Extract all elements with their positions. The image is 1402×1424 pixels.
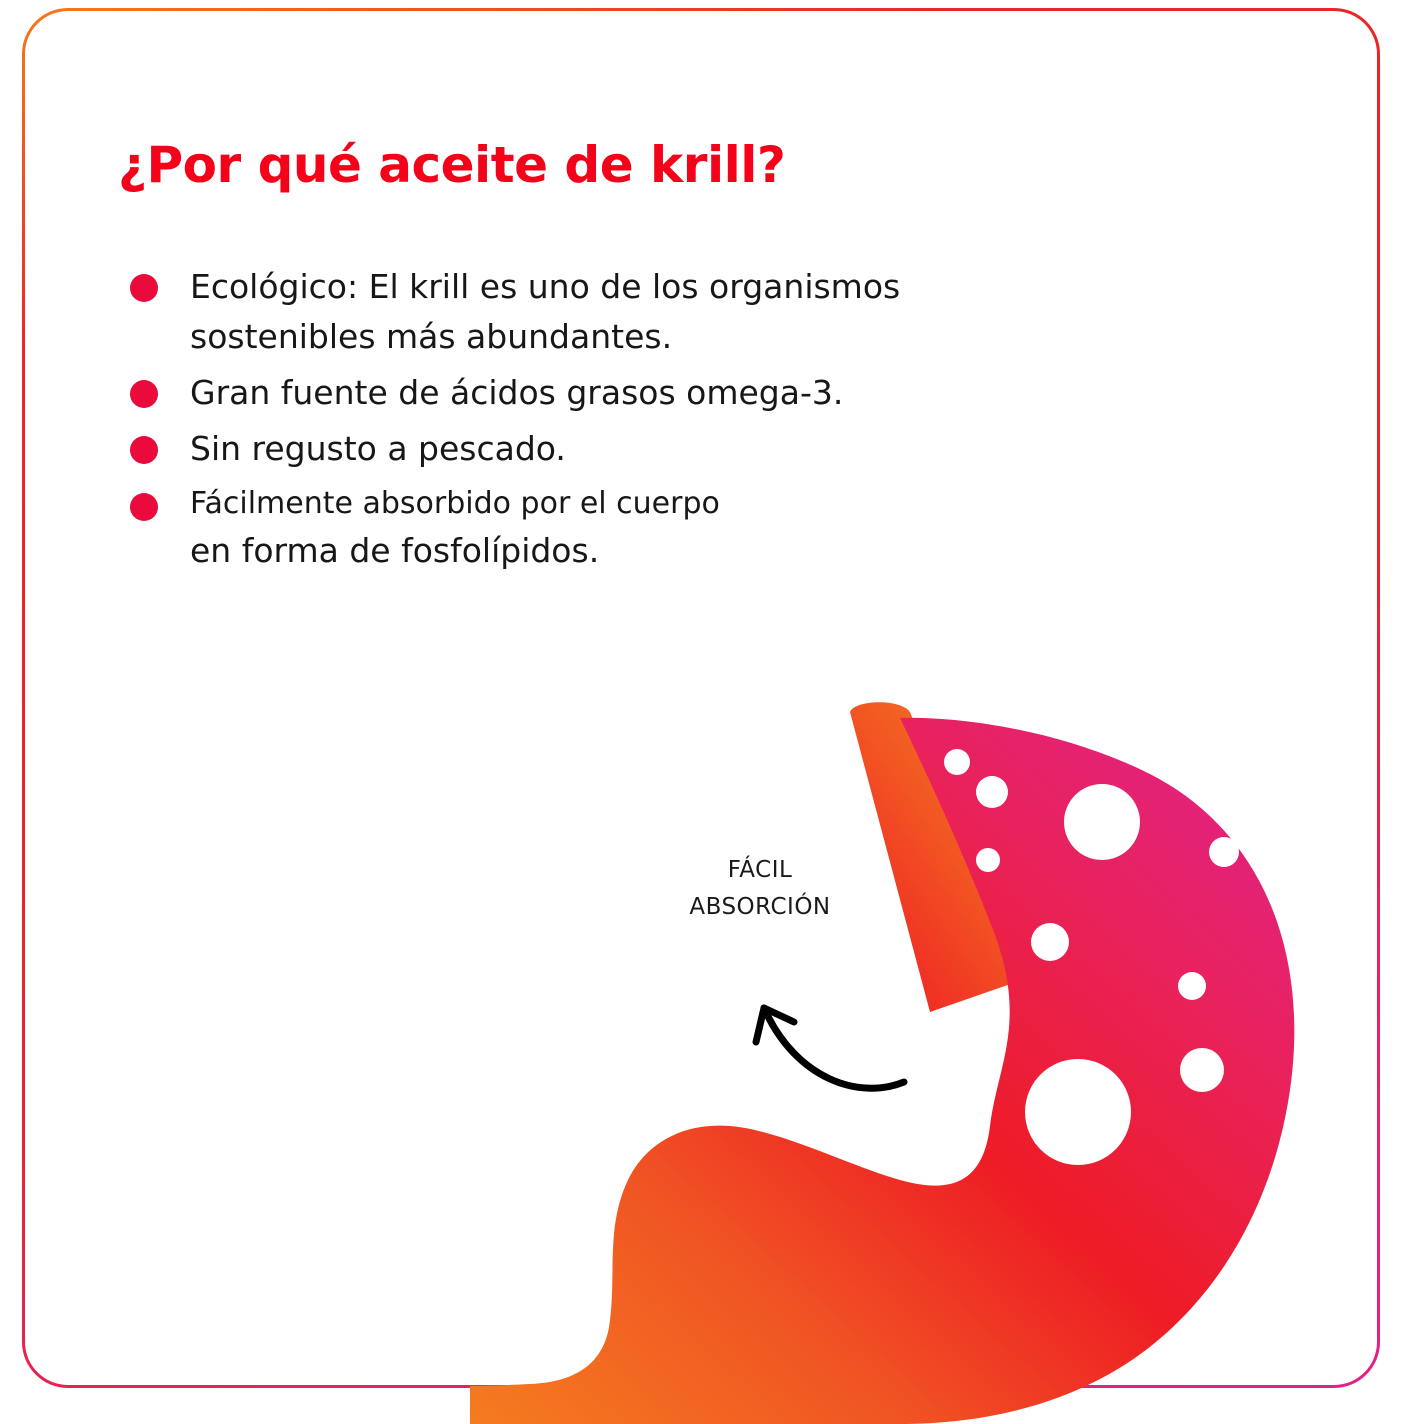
bullet-dot-icon [130,436,158,464]
list-item-line-1: Fácilmente absorbido por el cuerpo [190,485,720,521]
list-item-line-2: en forma de fosfolípidos. [190,531,600,571]
callout-line-2: ABSORCIÓN [689,893,831,920]
list-item-text [190,424,1110,474]
benefits-list [130,262,1110,582]
list-item [130,481,1110,577]
list-item-text [190,481,1110,577]
bullet-dot-icon [130,380,158,408]
bullet-dot-icon [130,274,158,302]
list-item [130,424,1110,474]
list-item [130,262,1110,362]
page-title: ¿Por qué aceite de krill? [118,136,786,194]
list-item-line-2: sostenibles más abundantes. [190,317,673,357]
list-item-line-1: Ecológico: El krill es uno de los organismos [190,267,901,306]
list-item-text [190,368,1110,418]
list-item-text [190,262,1110,362]
list-item [130,368,1110,418]
list-item-line-1: Sin regusto a pescado. [190,429,566,469]
easy-absorption-callout [640,852,880,926]
list-item-line-1: Gran fuente de ácidos grasos omega-3. [190,373,844,413]
callout-line-1: FÁCIL [727,857,793,883]
bullet-dot-icon [130,493,158,521]
